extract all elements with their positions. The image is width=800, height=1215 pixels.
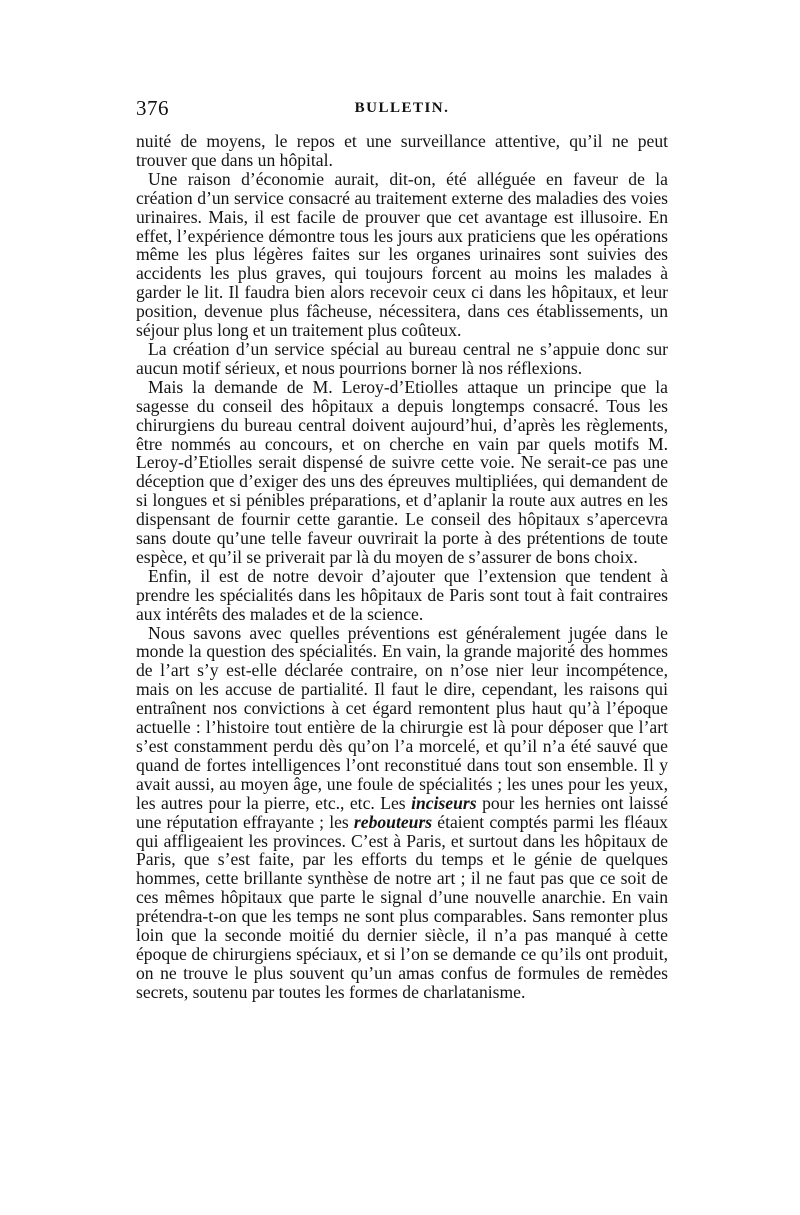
rebouteurs-term: rebouteurs	[353, 811, 433, 832]
paragraph-continuation: nuité de moyens, le repos et une surveillance attentive, qu’il ne peut trouver que dans un hôpital.	[136, 131, 668, 170]
history-text-part-1: Nous savons avec quelles préventions est généralement jugée dans le monde la question des spécialités. En vain, la grande majorité des hommes de l’art s’y est-elle déclarée contraire, on n’ose nier leur incompétence, mais on les accuse de partialité. Il faut le dire, cependant, les raisons qui entraînent nos convictions à cet égard remontent plus haut qu’à l’époque actuelle : l’histoire tout entière de la chirurgie est là pour déposer que l’art s’est constamment perdu dès qu’on l’a morcelé, et qu’il n’a été sauvé que quand de fortes intelligences l’ont reconstitué dans tout son ensemble. Il y avait aussi, au moyen âge, une foule de spécialités ; les unes pour les yeux, les autres pour la pierre, etc., etc. Les	[136, 622, 668, 813]
paragraph-leroy-etiolles: Mais la demande de M. Leroy-d’Etiolles attaque un principe que la sagesse du conseil des hôpitaux a depuis longtemps consacré. Tous les chirurgiens du bureau central doivent aujourd’hui, d’après les règlements, être nommés au concours, et on cherche en vain par quels motifs M. Leroy-d’Etiolles serait dispensé de suivre cette voie. Ne serait-ce pas une déception que d’exiger des uns des épreuves multipliées, qui demandent de si longues et si pénibles préparations, et d’aplanir la route aux autres en les dispensant de fournir cette garantie. Le conseil des hôpitaux s’apercevra sans doute qu’une telle faveur ouvrirait la porte à des prétentions de toute espèce, et qu’il se priverait par là du moyen de s’assurer de bons choix.	[136, 376, 668, 567]
running-head: BULLETIN.	[354, 100, 450, 116]
history-text-part-2: pour les hernies ont laissé une réputation effrayante ; les	[136, 792, 669, 832]
inciseurs-term: inciseurs	[411, 792, 477, 813]
page-number: 376	[136, 96, 169, 120]
paragraph-central-bureau: La création d’un service spécial au bureau central ne s’appuie donc sur aucun motif sérieux, et nous pourrions borner là nos réflexions.	[136, 338, 668, 378]
paragraph-specialities-extension: Enfin, il est de notre devoir d’ajouter que l’extension que tendent à prendre les spécialités dans les hôpitaux de Paris sont tout à fait contraires aux intérêts des malades et de la science.	[136, 565, 668, 624]
history-text-part-3: étaient comptés parmi les fléaux qui affligeaient les provinces. C’est à Paris, et surtout dans les hôpitaux de Paris, que s’est faite, par les efforts du temps et le génie de quelques hommes, cette brillante synthèse de notre art ; il ne faut pas que ce soit de ces mêmes hôpitaux que parte le signal d’une nouvelle anarchie. En vain prétendra-t-on que les temps ne sont plus comparables. Sans remonter plus loin que la seconde moitié du dernier siècle, il n’a pas manqué à cette époque de chirurgiens spéciaux, et si l’on se demande ce qu’ils ont produit, on ne trouve le plus souvent qu’un amas confus de formules de remèdes secrets, soutenu par toutes les formes de charlatanisme.	[136, 811, 668, 1002]
paragraph-specialities-history	[136, 624, 668, 1002]
page-header	[136, 96, 668, 122]
body-text	[136, 132, 668, 1002]
paragraph-economy: Une raison d’économie aurait, dit-on, été alléguée en faveur de la création d’un service consacré au traitement externe des maladies des voies urinaires. Mais, il est facile de prouver que cet avantage est illusoire. En effet, l’expérience démontre tous les jours aux praticiens que les opérations même les plus légères faites sur les organes urinaires sont suivies des accidents les plus graves, qui toujours forcent au moins les malades à garder le lit. Il faudra bien alors recevoir ceux ci dans les hôpitaux, et leur position, devenue plus fâcheuse, nécessitera, dans ces établissements, un séjour plus long et un traitement plus coûteux.	[136, 168, 668, 341]
